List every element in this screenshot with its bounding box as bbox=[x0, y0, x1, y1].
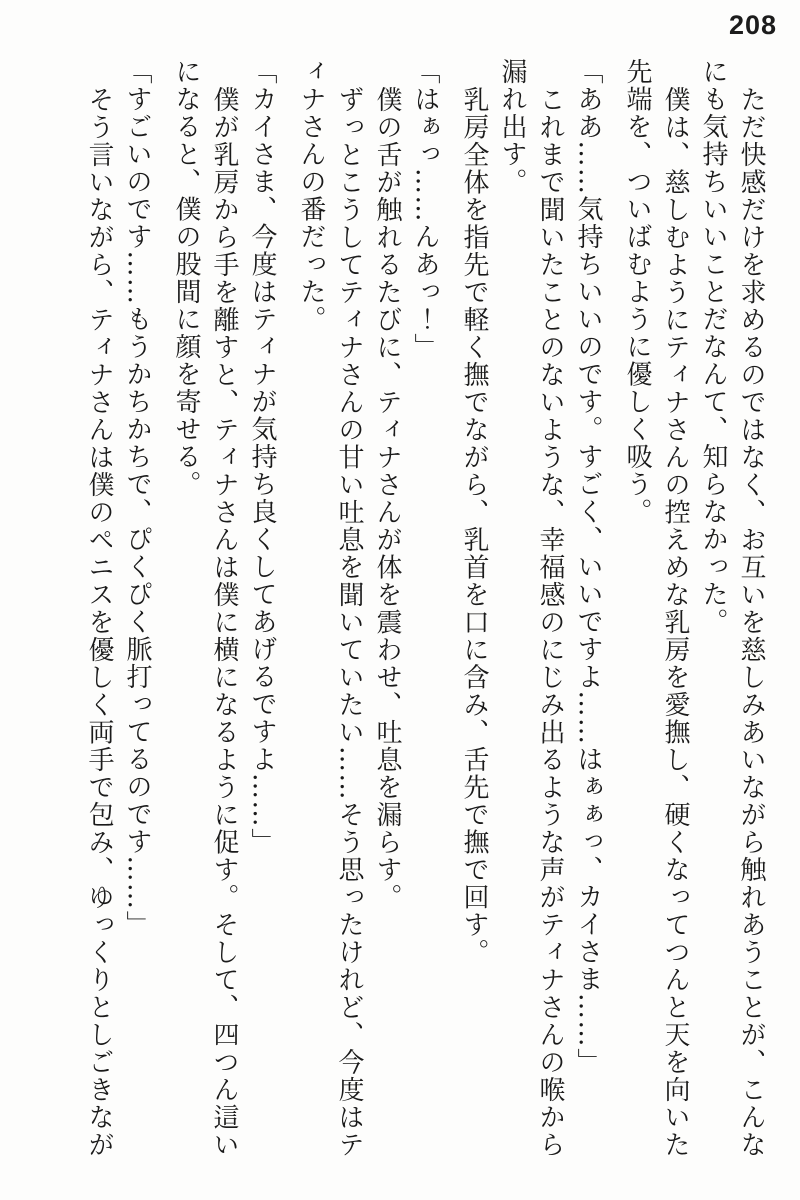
text-line: 漏れ出す。 bbox=[497, 58, 527, 196]
text-line: 僕の舌が触れるたびに、ティナさんが体を震わせ、吐息を漏らす。 bbox=[372, 85, 402, 911]
text-line: 「すごいのです……もうかちかちで、ぴくぴく脈打ってるのです……」 bbox=[122, 58, 152, 938]
text-line: これまで聞いたことのないような、幸福感のにじみ出るような声がティナさんの喉から bbox=[535, 85, 565, 1158]
text-line: になると、僕の股間に顔を寄せる。 bbox=[171, 58, 201, 498]
text-line: 先端を、ついばむように優しく吸う。 bbox=[622, 58, 652, 526]
text-line: 僕は、慈しむようにティナさんの控えめな乳房を愛撫し、硬くなってつんと天を向いた bbox=[660, 85, 690, 1158]
text-line: ずっとこうしてティナさんの甘い吐息を聞いていたい……そう思ったけれど、今度はテ bbox=[334, 85, 364, 1158]
text-line: 「はぁっ……んあっ！」 bbox=[410, 58, 440, 361]
text-line: そう言いながら、ティナさんは僕のペニスを優しく両手で包み、ゆっくりとしごきなが bbox=[84, 85, 114, 1158]
text-line: 僕が乳房から手を離すと、ティナさんは僕に横になるように促す。そして、四つん這い bbox=[209, 85, 239, 1158]
text-line: 「カイさま、今度はティナが気持ち良くしてあげるですよ……」 bbox=[247, 58, 277, 856]
text-line: 「ああ……気持ちいいのです。すごく、いいですよ……はぁぁっ、カイさま……」 bbox=[573, 58, 603, 1076]
text-line: にも気持ちいいことだなんて、知らなかった。 bbox=[698, 58, 728, 636]
text-line: ィナさんの番だった。 bbox=[296, 58, 326, 333]
text-line: 乳房全体を指先で軽く撫でながら、乳首を口に含み、舌先で撫で回す。 bbox=[459, 85, 489, 966]
text-line: ただ快感だけを求めるのではなく、お互いを慈しみあいながら触れあうことが、こんな bbox=[736, 85, 766, 1158]
page-number: 208 bbox=[728, 10, 777, 40]
body-text bbox=[64, 58, 770, 1158]
